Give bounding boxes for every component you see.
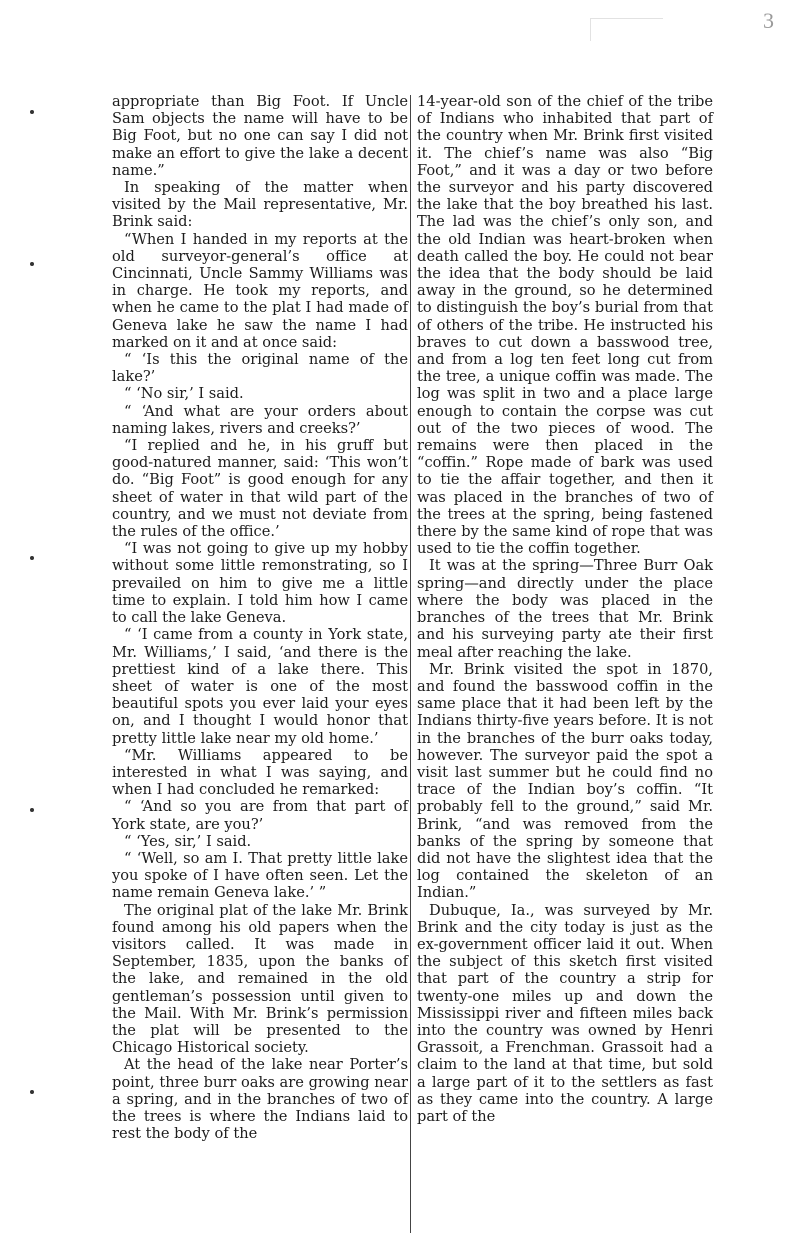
right-column (417, 93, 713, 1125)
paragraph: “ ‘I came from a county in York state, Mr. Williams,’ I said, ‘and there is the prettiest kind of a lake there. This sheet of water is one of the most beautiful spots you ever laid your eyes on, and I thought I would honor that pretty little lake near my old home.’ (112, 626, 408, 747)
paragraph: It was at the spring—Three Burr Oak spring—and directly under the place where the body was placed in the branches of the trees that Mr. Brink and his surveying party ate their first meal after reaching the lake. (417, 557, 713, 661)
paragraph: “ ‘And so you are from that part of York state, are you?’ (112, 798, 408, 833)
page-number: 3 (763, 8, 774, 33)
paragraph: “ ‘And what are your orders about naming lakes, rivers and creeks?’ (112, 402, 408, 437)
paragraph: “Mr. Williams appeared to be interested in what I was saying, and when I had concluded he remarked: (112, 746, 408, 799)
margin-mark (30, 556, 34, 560)
margin-mark (30, 1090, 34, 1094)
paragraph: Mr. Brink visited the spot in 1870, and found the basswood coffin in the same place that it had been left by the Indians thirty-five years before. It is not in the branches of the burr oaks today, however. The surveyor paid the spot a visit last summer but he could find no trace of the Indian boy’s coffin. “It probably fell to the ground,” said Mr. Brink, “and was removed from the banks of the spring by someone that did not have the slightest idea that the log contained the skeleton of an Indian.” (417, 660, 713, 902)
margin-mark (30, 808, 34, 812)
paragraph: At the head of the lake near Porter’s point, three burr oaks are growing near a spring, and in the branches of two of the trees is where the Indians laid to rest the body of the (112, 1056, 408, 1143)
paragraph: “ ‘Is this the original name of the lake?’ (112, 351, 408, 386)
paragraph: The original plat of the lake Mr. Brink found among his old papers when the visitors called. It was made in September, 1835, upon the banks of the lake, and remained in the old gentleman’s possession until given to the Mail. With Mr. Brink’s permission the plat will be presented to the Chicago Historical society. (112, 901, 408, 1057)
paragraph: “ ‘Well, so am I. That pretty little lake you spoke of I have often seen. Let the name remain Geneva lake.’ ” (112, 849, 408, 902)
paragraph: “ ‘No sir,’ I said. (124, 385, 244, 403)
paragraph: “I replied and he, in his gruff but good-natured manner, said: ‘This won’t do. “Big Foot” is good enough for any sheet of water in that wild part of the country, and we must not deviate from the rules of the office.’ (112, 437, 408, 541)
margin-mark (30, 262, 34, 266)
margin-mark (30, 110, 34, 114)
paragraph: In speaking of the matter when visited by the Mail representative, Mr. Brink said: (112, 179, 408, 231)
paragraph: “I was not going to give up my hobby without some little remonstrating, so I prevailed on him to give me a little time to explain. I told him how I came to call the lake Geneva. (112, 540, 408, 627)
paragraph: 14-year-old son of the chief of the tribe of Indians who inhabited that part of the country when Mr. Brink first visited it. The chief’s name was also “Big Foot,” and it was a day or two before the surveyor and his party discovered the lake that the boy breathed his last. The lad was the chief’s only son, and the old Indian was heart-broken when death called the boy. He could not bear the idea that the body should be laid away in the ground, so he determined to distinguish the boy’s burial from that of others of the tribe. He instructed his braves to cut down a basswood tree, and from a log ten feet long cut from the tree, a unique coffin was made. The log was split in two and a place large enough to contain the corpse was cut out of the two pieces of wood. The remains were then placed in the “coffin.” Rope made of bark was used to tie the affair together, and then it was placed in the branches of two of the trees at the spring, being fastened there by the same kind of rope that was used to tie the coffin together. (417, 93, 713, 558)
left-column (112, 93, 408, 1142)
faded-stamp (590, 18, 663, 41)
paragraph: “When I handed in my reports at the old surveyor-general’s office at Cincinnati, Uncle Sammy Williams was in charge. He took my reports, and when he came to the plat I had made of Geneva lake he saw the name I had marked on it and at once said: (112, 230, 408, 351)
column-divider (410, 95, 411, 1233)
paragraph: appropriate than Big Foot. If Uncle Sam objects the name will have to be Big Foot, but no one can say I did not make an effort to give the lake a decent name.” (112, 93, 408, 179)
paragraph: “ ‘Yes, sir,’ I said. (124, 832, 252, 850)
paragraph: Dubuque, Ia., was surveyed by Mr. Brink and the city today is just as the ex-government officer laid it out. When the subject of this sketch first visited that part of the country a strip for twenty-one miles up and down the Mississippi river and fifteen miles back into the country was owned by Henri Grassoit, a Frenchman. Grassoit had a claim to the land at that time, but sold a large part of it to the settlers as fast as they came into the country. A large part of the (417, 901, 713, 1125)
